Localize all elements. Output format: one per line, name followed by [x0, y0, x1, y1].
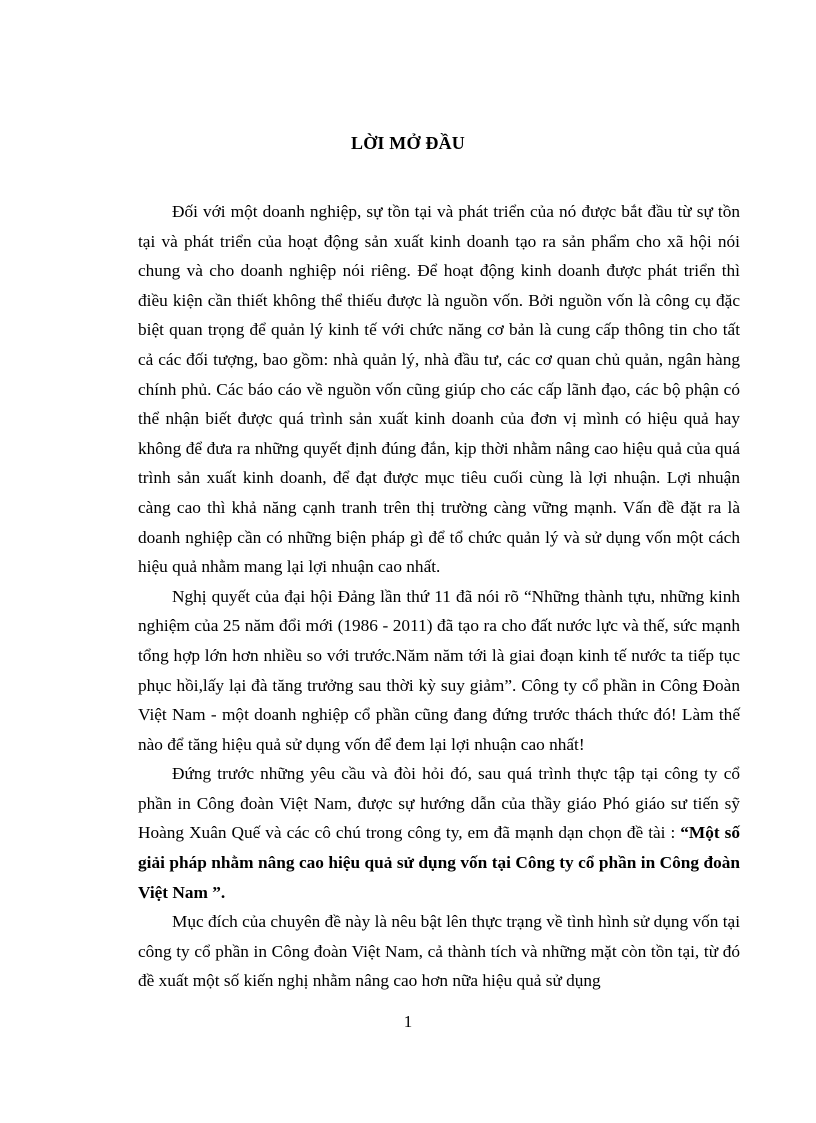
paragraph-4: Mục đích của chuyên đề này là nêu bật lên thực trạng về tình hình sử dụng vốn tại công ty cổ phần in Công đoàn Việt Nam, cả thành tích và những mặt còn tồn tại, từ đó đề xuất một số kiến nghị nhằm nâng cao hơn nữa hiệu quả sử dụng	[138, 912, 740, 991]
paragraph-3-text: Đứng trước những yêu cầu và đòi hỏi đó, sau quá trình thực tập tại công ty cổ phần in Công đoàn Việt Nam, được sự hướng dẫn của thầy giáo Phó giáo sư tiến sỹ Hoàng Xuân Quế và các cô chú trong công ty, em đã mạnh dạn chọn đề tài :	[138, 764, 740, 843]
paragraph-1: Đối với một doanh nghiệp, sự tồn tại và phát triển của nó được bắt đầu từ sự tồn tại và phát triển của hoạt động sản xuất kinh doanh tạo ra sản phẩm cho xã hội nói chung và cho doanh nghiệp nói riêng. Để hoạt động kinh doanh được phát triển thì điều kiện cần thiết không thể thiếu được là nguồn vốn. Bởi nguồn vốn là công cụ đặc biệt quan trọng để quản lý kinh tế với chức năng cơ bản là cung cấp thông tin cho tất cả các đối tượng, bao gồm: nhà quản lý, nhà đầu tư, các cơ quan chủ quản, ngân hàng chính phủ. Các báo cáo về nguồn vốn cũng giúp cho các cấp lãnh đạo, các bộ phận có thể nhận biết được quá trình sản xuất kinh doanh của đơn vị mình có hiệu quả hay không để đưa ra những quyết định đúng đắn, kịp thời nhằm nâng cao hiệu quả của quá trình sản xuất kinh doanh, để đạt được mục tiêu cuối cùng là lợi nhuận. Lợi nhuận càng cao thì khả năng cạnh tranh trên thị trường càng vững mạnh. Vấn đề đặt ra là doanh nghiệp cần có những biện pháp gì để tổ chức quản lý và sử dụng vốn một cách hiệu quả nhằm mang lại lợi nhuận cao nhất.	[138, 202, 740, 577]
thesis-topic: “Một số giải pháp nhằm nâng cao hiệu quả sử dụng vốn tại Công ty cổ phần in Công đoàn Việt Nam ”.	[138, 823, 740, 902]
document-body	[138, 197, 740, 996]
paragraph-3	[138, 759, 740, 907]
paragraph-2: Nghị quyết của đại hội Đảng lần thứ 11 đã nói rõ “Những thành tựu, những kinh nghiệm của 25 năm đổi mới (1986 - 2011) đã tạo ra cho đất nước lực và thế, sức mạnh tổng hợp lớn hơn nhiều so với trước.Năm năm tới là giai đoạn kinh tế nước ta tiếp tục phục hồi,lấy lại đà tăng trưởng sau thời kỳ suy giảm”. Công ty cổ phần in Công Đoàn Việt Nam - một doanh nghiệp cổ phần cũng đang đứng trước thách thức đó! Làm thế nào để tăng hiệu quả sử dụng vốn để đem lại lợi nhuận cao nhất!	[138, 586, 740, 754]
page-title: LỜI MỞ ĐẦU	[351, 133, 465, 153]
page-number: 1	[403, 1012, 413, 1031]
